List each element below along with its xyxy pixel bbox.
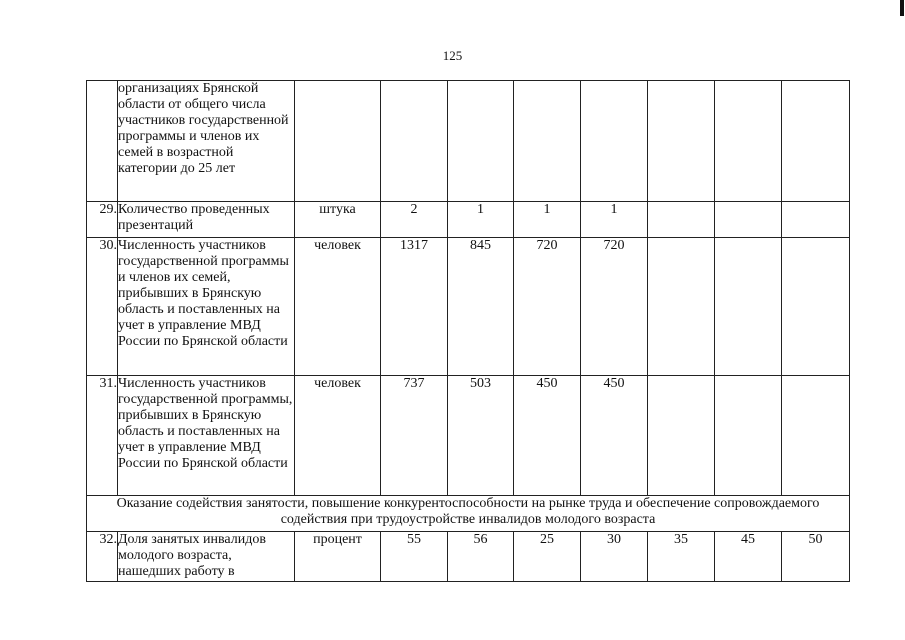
indicator-name: Количество проведенных презентаций bbox=[118, 202, 295, 238]
table-row bbox=[87, 376, 850, 496]
value-cell: 737 bbox=[381, 376, 448, 496]
table-row bbox=[87, 202, 850, 238]
indicators-table bbox=[86, 80, 850, 582]
value-cell bbox=[514, 81, 581, 202]
value-cell: 45 bbox=[715, 532, 782, 582]
value-cell: 55 bbox=[381, 532, 448, 582]
row-number: 30. bbox=[87, 238, 118, 376]
value-cell: 1 bbox=[581, 202, 648, 238]
value-cell: 30 bbox=[581, 532, 648, 582]
value-cell bbox=[782, 238, 850, 376]
section-row bbox=[87, 496, 850, 532]
section-title: Оказание содействия занятости, повышение конкурентоспособности на рынке труда и обеспечение сопровождаемого содействия при трудоустройстве инвалидов молодого возраста bbox=[87, 496, 850, 532]
indicator-name: Численность участников государственной программы и членов их семей, прибывших в Брянскую область и поставленных на учет в управление МВД России по Брянской области bbox=[118, 238, 295, 376]
value-cell: 35 bbox=[648, 532, 715, 582]
unit-cell: человек bbox=[295, 376, 381, 496]
value-cell bbox=[782, 376, 850, 496]
unit-cell: процент bbox=[295, 532, 381, 582]
unit-cell: штука bbox=[295, 202, 381, 238]
value-cell: 720 bbox=[581, 238, 648, 376]
value-cell bbox=[381, 81, 448, 202]
value-cell: 503 bbox=[448, 376, 514, 496]
value-cell bbox=[648, 376, 715, 496]
value-cell bbox=[448, 81, 514, 202]
value-cell: 1317 bbox=[381, 238, 448, 376]
value-cell: 50 bbox=[782, 532, 850, 582]
value-cell: 450 bbox=[581, 376, 648, 496]
indicator-name: организациях Брянской области от общего числа участников государственной программы и членов их семей в возрастной категории до 25 лет bbox=[118, 81, 295, 202]
row-number bbox=[87, 81, 118, 202]
page-number: 125 bbox=[442, 48, 463, 63]
value-cell: 450 bbox=[514, 376, 581, 496]
value-cell bbox=[648, 202, 715, 238]
value-cell: 1 bbox=[448, 202, 514, 238]
row-number: 29. bbox=[87, 202, 118, 238]
row-number: 31. bbox=[87, 376, 118, 496]
value-cell: 25 bbox=[514, 532, 581, 582]
value-cell bbox=[715, 81, 782, 202]
unit-cell: человек bbox=[295, 238, 381, 376]
table-row-continuation bbox=[87, 81, 850, 202]
value-cell bbox=[782, 202, 850, 238]
table-row bbox=[87, 532, 850, 582]
value-cell: 56 bbox=[448, 532, 514, 582]
value-cell bbox=[715, 376, 782, 496]
row-number: 32. bbox=[87, 532, 118, 582]
indicator-name: Доля занятых инвалидов молодого возраста, нашедших работу в bbox=[118, 532, 295, 582]
value-cell bbox=[782, 81, 850, 202]
indicator-name: Численность участников государственной программы, прибывших в Брянскую область и поставленных на учет в управление МВД России по Брянской области bbox=[118, 376, 295, 496]
unit-cell bbox=[295, 81, 381, 202]
scan-edge-mark bbox=[900, 0, 904, 16]
table-row bbox=[87, 238, 850, 376]
value-cell bbox=[648, 81, 715, 202]
value-cell bbox=[715, 202, 782, 238]
value-cell: 2 bbox=[381, 202, 448, 238]
value-cell bbox=[581, 81, 648, 202]
value-cell: 845 bbox=[448, 238, 514, 376]
value-cell bbox=[715, 238, 782, 376]
value-cell: 720 bbox=[514, 238, 581, 376]
value-cell: 1 bbox=[514, 202, 581, 238]
value-cell bbox=[648, 238, 715, 376]
